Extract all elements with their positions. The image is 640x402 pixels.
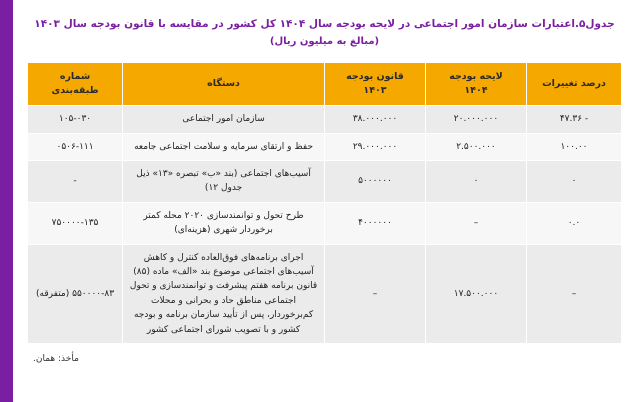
cell-bill-1404: ۲.۵۰۰.۰۰۰ <box>426 133 527 160</box>
table-row <box>28 202 622 244</box>
cell-law-1403: ۳۸.۰۰۰.۰۰۰ <box>325 106 426 133</box>
cell-law-1403: ۴۰۰۰۰۰۰ <box>325 202 426 244</box>
cell-percent-change: – <box>526 244 621 343</box>
column-header-classification-code <box>28 62 123 106</box>
column-header-law-1403-label-2: ۱۴۰۳ <box>363 85 387 97</box>
column-header-bill-1404-label-2: ۱۴۰۴ <box>464 85 488 97</box>
column-header-percent-change <box>526 62 621 106</box>
cell-classification-code: ۵۵۰۰۰۰-۸۳ (متفرقه) <box>28 244 123 343</box>
document-content <box>13 0 640 402</box>
table-title-line-1: جدول۵.اعتبارات سازمان امور اجتماعی در لایحه بودجه سال ۱۴۰۴ کل کشور در مقایسه با قانون بودجه سال ۱۴۰۳ <box>34 18 615 30</box>
table-header <box>28 62 622 106</box>
column-header-law-1403-label-1: قانون بودجه <box>346 70 404 82</box>
budget-table <box>27 62 622 344</box>
cell-bill-1404: ۲۰.۰۰۰.۰۰۰ <box>426 106 527 133</box>
cell-percent-change: ۰.۰ <box>526 202 621 244</box>
column-header-device <box>123 62 325 106</box>
cell-device: آسیب‌های اجتماعی (بند «ب» تبصره «۱۳» ذیل جدول ۱۲) <box>123 161 325 203</box>
table-row <box>28 161 622 203</box>
source-note: مأخذ: همان. <box>33 353 79 364</box>
cell-percent-change: ۰ <box>526 161 621 203</box>
cell-percent-change: ۱۰۰.۰۰ <box>526 133 621 160</box>
cell-device: اجرای برنامه‌های فوق‌العاده کنترل و کاهش آسیب‌های اجتماعی موضوع بند «الف» ماده (۸۵) قانون برنامه هفتم پیشرفت و توانمندسازی و تحول اجتماعی مناطق حاد و بحرانی و محلات کم‌برخوردار، پس از تأیید سازمان برنامه و بودجه کشور و با تصویب شورای اجتماعی کشور <box>123 244 325 343</box>
cell-classification-code: ۰۵۰۶-۱۱۱ <box>28 133 123 160</box>
table-row <box>28 133 622 160</box>
table-row <box>28 106 622 133</box>
column-header-bill-1404-label-1: لایحه بودجه <box>449 70 503 82</box>
cell-device: سازمان امور اجتماعی <box>123 106 325 133</box>
accent-bar <box>0 0 13 402</box>
cell-device: حفظ و ارتقای سرمایه و سلامت اجتماعی جامعه <box>123 133 325 160</box>
column-header-device-label: دستگاه <box>207 77 240 89</box>
column-header-code-label-1: شماره <box>59 70 91 82</box>
cell-bill-1404: ۱۷.۵۰۰.۰۰۰ <box>426 244 527 343</box>
cell-device: طرح تحول و توانمندسازی ۲۰۲۰ محله کمتر برخوردار شهری (هزینه‌ای) <box>123 202 325 244</box>
cell-bill-1404: – <box>426 202 527 244</box>
table-body <box>28 106 622 344</box>
cell-classification-code: - <box>28 161 123 203</box>
table-title-line-2: (مبالغ به میلیون ریال) <box>269 36 380 48</box>
column-header-bill-1404 <box>426 62 527 106</box>
cell-law-1403: ۵۰۰۰۰۰۰ <box>325 161 426 203</box>
cell-bill-1404: ۰ <box>426 161 527 203</box>
cell-law-1403: – <box>325 244 426 343</box>
column-header-percent-change-label: درصد تغییرات <box>542 77 606 89</box>
table-row <box>28 244 622 343</box>
cell-classification-code: ۱۰۵-۰۳۰ <box>28 106 123 133</box>
table-header-row <box>28 62 622 106</box>
table-title <box>27 16 622 50</box>
column-header-law-1403 <box>325 62 426 106</box>
cell-law-1403: ۲۹.۰۰۰.۰۰۰ <box>325 133 426 160</box>
column-header-code-label-2: طبقه‌بندی <box>51 85 99 97</box>
cell-percent-change: - ۴۷.۳۶ <box>526 106 621 133</box>
cell-classification-code: ۷۵۰۰۰۰-۱۳۵ <box>28 202 123 244</box>
